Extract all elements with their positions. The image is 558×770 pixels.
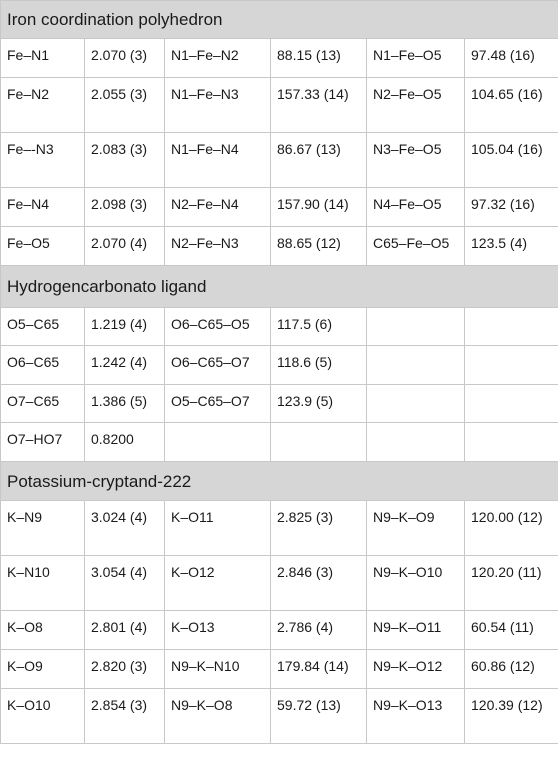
table-row <box>1 188 558 227</box>
bond-length: 1.386 (5) <box>85 385 165 423</box>
table-row <box>1 689 558 744</box>
bond-label: O6–C65 <box>1 346 85 385</box>
angle-value: 120.39 (12) <box>465 689 558 744</box>
angle-value: 88.15 (13) <box>271 39 367 78</box>
angle-label: N2–Fe–N4 <box>165 188 271 227</box>
angle-label: N9–K–O8 <box>165 689 271 744</box>
bond-label: K–N10 <box>1 556 85 611</box>
angle-label: N9–K–O13 <box>367 689 465 744</box>
angle-value: 88.65 (12) <box>271 227 367 266</box>
angle-value: 117.5 (6) <box>271 308 367 346</box>
table-row <box>1 39 558 78</box>
table-row <box>1 423 558 462</box>
bond-length: 2.801 (4) <box>85 611 165 650</box>
bond-label: O7–HO7 <box>1 423 85 462</box>
angle-value: 118.6 (5) <box>271 346 367 385</box>
bond-length: 2.070 (4) <box>85 227 165 266</box>
bond-length: 2.854 (3) <box>85 689 165 744</box>
bond-label: K–O11 <box>165 501 271 556</box>
bond-length: 2.070 (3) <box>85 39 165 78</box>
angle-label: N3–Fe–O5 <box>367 133 465 188</box>
angle-label: O5–C65–O7 <box>165 385 271 423</box>
bond-label: K–O10 <box>1 689 85 744</box>
angle-value: 120.20 (11) <box>465 556 558 611</box>
table-row <box>1 501 558 556</box>
table-row <box>1 308 558 346</box>
table-row <box>1 346 558 385</box>
bond-label: K–N9 <box>1 501 85 556</box>
empty-cell <box>165 423 271 462</box>
angle-value: 105.04 (16) <box>465 133 558 188</box>
bond-label: Fe–N2 <box>1 78 85 133</box>
empty-cell <box>465 346 558 385</box>
bond-length: 2.820 (3) <box>85 650 165 689</box>
angle-value: 97.48 (16) <box>465 39 558 78</box>
angle-label: N2–Fe–N3 <box>165 227 271 266</box>
angle-value: 157.90 (14) <box>271 188 367 227</box>
bond-length: 3.054 (4) <box>85 556 165 611</box>
bond-length: 0.8200 <box>85 423 165 462</box>
table-row <box>1 78 558 133</box>
bond-length: 3.024 (4) <box>85 501 165 556</box>
angle-value: 104.65 (16) <box>465 78 558 133</box>
bond-label: K–O8 <box>1 611 85 650</box>
angle-value: 120.00 (12) <box>465 501 558 556</box>
bond-label: Fe–-N3 <box>1 133 85 188</box>
table-row <box>1 556 558 611</box>
angle-label: O6–C65–O5 <box>165 308 271 346</box>
empty-cell <box>465 385 558 423</box>
bond-length: 2.786 (4) <box>271 611 367 650</box>
bond-length: 2.825 (3) <box>271 501 367 556</box>
bond-length: 2.098 (3) <box>85 188 165 227</box>
angle-label: N4–Fe–O5 <box>367 188 465 227</box>
angle-label: O6–C65–O7 <box>165 346 271 385</box>
angle-label: C65–Fe–O5 <box>367 227 465 266</box>
bond-length: 2.083 (3) <box>85 133 165 188</box>
angle-label: N9–K–O11 <box>367 611 465 650</box>
angle-value: 97.32 (16) <box>465 188 558 227</box>
bond-label: Fe–N1 <box>1 39 85 78</box>
angle-label: N9–K–O12 <box>367 650 465 689</box>
angle-value: 123.5 (4) <box>465 227 558 266</box>
bond-label: K–O12 <box>165 556 271 611</box>
angle-value: 179.84 (14) <box>271 650 367 689</box>
bond-label: Fe–N4 <box>1 188 85 227</box>
bond-label: K–O9 <box>1 650 85 689</box>
section-title: Hydrogencarbonato ligand <box>1 266 558 308</box>
angle-label: N1–Fe–N3 <box>165 78 271 133</box>
table-row <box>1 611 558 650</box>
section-header-hydrogencarbonato <box>1 266 558 308</box>
angle-value: 123.9 (5) <box>271 385 367 423</box>
angle-label: N9–K–N10 <box>165 650 271 689</box>
section-header-potassium <box>1 462 558 501</box>
bond-length: 1.219 (4) <box>85 308 165 346</box>
angle-label: N9–K–O9 <box>367 501 465 556</box>
angle-label: N1–Fe–N4 <box>165 133 271 188</box>
bond-length: 2.846 (3) <box>271 556 367 611</box>
section-title: Iron coordination polyhedron <box>1 1 558 39</box>
bond-label: O5–C65 <box>1 308 85 346</box>
bond-length: 2.055 (3) <box>85 78 165 133</box>
bond-label: Fe–O5 <box>1 227 85 266</box>
bond-label: O7–C65 <box>1 385 85 423</box>
angle-label: N1–Fe–N2 <box>165 39 271 78</box>
table-row <box>1 385 558 423</box>
empty-cell <box>465 423 558 462</box>
bond-label: K–O13 <box>165 611 271 650</box>
bond-length: 1.242 (4) <box>85 346 165 385</box>
angle-label: N9–K–O10 <box>367 556 465 611</box>
angle-value: 86.67 (13) <box>271 133 367 188</box>
empty-cell <box>367 308 465 346</box>
angle-label: N2–Fe–O5 <box>367 78 465 133</box>
empty-cell <box>367 346 465 385</box>
section-header-iron <box>1 1 558 39</box>
angle-label: N1–Fe–O5 <box>367 39 465 78</box>
angle-value: 60.54 (11) <box>465 611 558 650</box>
section-title: Potassium-cryptand-222 <box>1 462 558 501</box>
table-row <box>1 227 558 266</box>
empty-cell <box>367 423 465 462</box>
angle-value: 60.86 (12) <box>465 650 558 689</box>
table-row <box>1 133 558 188</box>
empty-cell <box>465 308 558 346</box>
angle-value: 157.33 (14) <box>271 78 367 133</box>
angle-value: 59.72 (13) <box>271 689 367 744</box>
empty-cell <box>367 385 465 423</box>
empty-cell <box>271 423 367 462</box>
table-row <box>1 650 558 689</box>
